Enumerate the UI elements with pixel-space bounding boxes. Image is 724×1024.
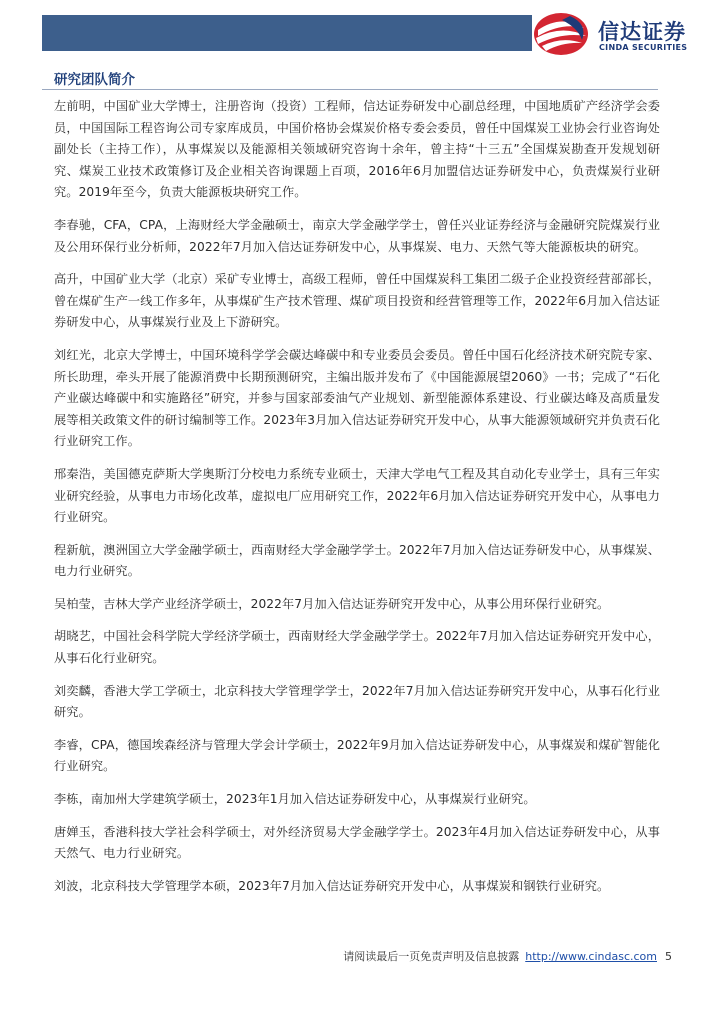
bio-paragraph: 高升，中国矿业大学（北京）采矿专业博士，高级工程师，曾任中国煤炭科工集团二级子企业投资经营部部长，曾在煤矿生产一线工作多年，从事煤矿生产技术管理、煤矿项目投资和经营管理等工作，2022年6月加入信达证券研发中心，从事煤炭行业及上下游研究。 xyxy=(54,272,660,330)
bio-paragraph: 程新航，澳洲国立大学金融学硕士，西南财经大学金融学学士。2022年7月加入信达证券研发中心，从事煤炭、电力行业研究。 xyxy=(54,542,660,579)
bio-paragraph: 李春驰，CFA，CPA，上海财经大学金融硕士，南京大学金融学学士，曾任兴业证券经济与金融研究院煤炭行业及公用环保行业分析师，2022年7月加入信达证券研发中心，从事煤炭、电力、天然气等大能源板块的研究。 xyxy=(54,217,660,254)
brand-logo xyxy=(532,10,712,58)
bio-paragraph: 李栋，南加州大学建筑学硕士，2023年1月加入信达证券研发中心，从事煤炭行业研究。 xyxy=(54,792,536,807)
bio-paragraph: 刘红光，北京大学博士，中国环境科学学会碳达峰碳中和专业委员会委员。曾任中国石化经济技术研究院专家、所长助理，牵头开展了能源消费中长期预测研究，主编出版并发布了《中国能源展望2060》一书；完成了“石化产业碳达峰碳中和实施路径”研究，并参与国家部委油气产业规划、新型能源体系建设、行业碳达峰及高质量发展等相关政策文件的研讨编制等工作。2023年3月加入信达证券研究开发中心，从事大能源领域研究并负责石化行业研究工作。 xyxy=(54,347,660,449)
brand-name-en: CINDA SECURITIES xyxy=(599,43,688,52)
bio-paragraph: 刘波，北京科技大学管理学本硕，2023年7月加入信达证券研究开发中心，从事煤炭和钢铁行业研究。 xyxy=(54,878,610,893)
footer-website-link[interactable]: http://www.cindasc.com xyxy=(525,950,657,963)
page-footer xyxy=(343,948,672,964)
bio-paragraph: 唐婵玉，香港科技大学社会科学硕士，对外经济贸易大学金融学学士。2023年4月加入信达证券研发中心，从事天然气、电力行业研究。 xyxy=(54,824,660,861)
section-title: 研究团队简介 xyxy=(54,72,135,88)
bio-paragraph: 胡晓艺，中国社会科学院大学经济学硕士，西南财经大学金融学学士。2022年7月加入信达证券研究开发中心，从事石化行业研究。 xyxy=(54,629,660,666)
team-bios xyxy=(54,96,660,908)
header-banner xyxy=(42,15,532,51)
bio-paragraph: 左前明，中国矿业大学博士，注册咨询（投资）工程师，信达证券研发中心副总经理，中国地质矿产经济学会委员，中国国际工程咨询公司专家库成员，中国价格协会煤炭价格专委会委员，曾任中国煤炭工业协会行业咨询处副处长（主持工作），从事煤炭以及能源相关领域研究咨询十余年，曾主持“十三五”全国煤炭勘查开发规划研究、煤炭工业技术政策修订及企业相关咨询课题上百项，2016年6月加盟信达证券研发中心，负责煤炭行业研究。2019年至今，负责大能源板块研究工作。 xyxy=(54,99,660,200)
bio-paragraph: 刘奕麟，香港大学工学硕士，北京科技大学管理学学士，2022年7月加入信达证券研究开发中心，从事石化行业研究。 xyxy=(54,683,660,720)
title-divider xyxy=(42,89,658,90)
bio-paragraph: 吴柏莹，吉林大学产业经济学硕士，2022年7月加入信达证券研究开发中心，从事公用环保行业研究。 xyxy=(54,596,610,611)
brand-name-cn: 信达证券 xyxy=(598,20,686,44)
bio-paragraph: 邢秦浩，美国德克萨斯大学奥斯汀分校电力系统专业硕士，天津大学电气工程及其自动化专业学士，具有三年实业研究经验，从事电力市场化改革，虚拟电厂应用研究工作，2022年6月加入信达证券研究开发中心，从事电力行业研究。 xyxy=(54,466,660,525)
bio-paragraph: 李睿，CPA，德国埃森经济与管理大学会计学硕士，2022年9月加入信达证券研发中心，从事煤炭和煤矿智能化行业研究。 xyxy=(54,737,660,774)
cinda-logo-icon xyxy=(532,10,590,58)
page-number: 5 xyxy=(665,950,672,963)
footer-disclaimer: 请阅读最后一页免责声明及信息披露 xyxy=(343,950,520,963)
